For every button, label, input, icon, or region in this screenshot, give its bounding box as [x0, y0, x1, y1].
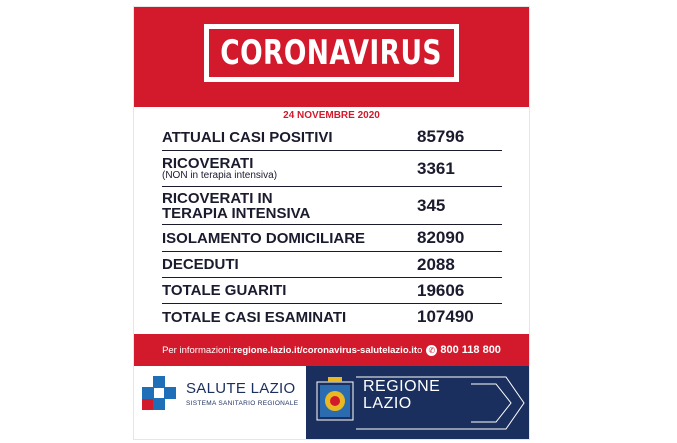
- stat-value: 85796: [417, 127, 465, 146]
- stat-row-positivi: [162, 124, 502, 151]
- stat-value: 2088: [417, 254, 455, 274]
- stat-label: ATTUALI CASI POSITIVI: [162, 128, 333, 146]
- salute-lazio-logo: [134, 366, 319, 439]
- stat-row-ricoverati: [162, 151, 502, 187]
- regione-crest-icon: [316, 376, 354, 422]
- stat-label: TOTALE CASI ESAMINATI: [162, 308, 347, 326]
- info-separator: -: [356, 344, 361, 356]
- stat-value: 82090: [417, 228, 465, 247]
- stat-value: 107490: [417, 307, 474, 326]
- phone-icon: ✆: [426, 345, 437, 356]
- stat-label-block: [162, 156, 277, 181]
- stat-row-terapia-intensiva: [162, 187, 502, 225]
- link-salutelazio[interactable]: salutelazio.it: [360, 344, 418, 356]
- header-banner: [134, 7, 529, 107]
- info-bar: [134, 334, 529, 366]
- stat-label-block: [162, 257, 239, 272]
- info-prefix: Per informazioni:: [162, 344, 234, 356]
- stat-label-block: [162, 310, 346, 325]
- stat-label: ISOLAMENTO DOMICILIARE: [162, 229, 366, 247]
- stat-label: RICOVERATI: [162, 155, 254, 172]
- stat-label-block: [162, 283, 286, 298]
- report-date: 24 NOVEMBRE 2020: [283, 110, 380, 121]
- link-regione-coronavirus[interactable]: regione.lazio.it/coronavirus: [233, 344, 357, 356]
- stat-label-block: [162, 231, 365, 246]
- stat-label: RICOVERATI IN TERAPIA INTENSIVA: [162, 189, 311, 222]
- stat-row-deceduti: [162, 252, 502, 278]
- stat-row-esaminati: [162, 304, 502, 330]
- stat-label: TOTALE GUARITI: [162, 282, 287, 299]
- stat-value: 3361: [417, 158, 455, 178]
- phone-number[interactable]: 800 118 800: [440, 344, 501, 356]
- regione-lazio-title: [363, 378, 440, 412]
- stat-value: 19606: [417, 280, 465, 300]
- stat-row-isolamento: [162, 225, 502, 252]
- stat-label-block: [162, 130, 333, 145]
- medical-cross-icon: [140, 374, 178, 412]
- regione-line-1: REGIONE: [363, 378, 441, 395]
- stat-label: DECEDUTI: [162, 256, 239, 273]
- stat-label-block: [162, 191, 310, 221]
- stats-table: [162, 124, 502, 330]
- regione-lazio-logo: [306, 366, 529, 439]
- page-title: CORONAVIRUS: [220, 33, 443, 73]
- bulletin-card: [133, 6, 530, 440]
- regione-line-2: LAZIO: [363, 395, 412, 412]
- salute-lazio-title: SALUTE LAZIO: [186, 380, 296, 397]
- stat-row-guariti: [162, 278, 502, 304]
- stat-value: 345: [417, 195, 446, 215]
- salute-lazio-subtitle: SISTEMA SANITARIO REGIONALE: [186, 400, 299, 407]
- info-or: o: [417, 344, 423, 356]
- stat-sublabel: (NON in terapia intensiva): [162, 170, 278, 181]
- title-frame: [204, 24, 459, 82]
